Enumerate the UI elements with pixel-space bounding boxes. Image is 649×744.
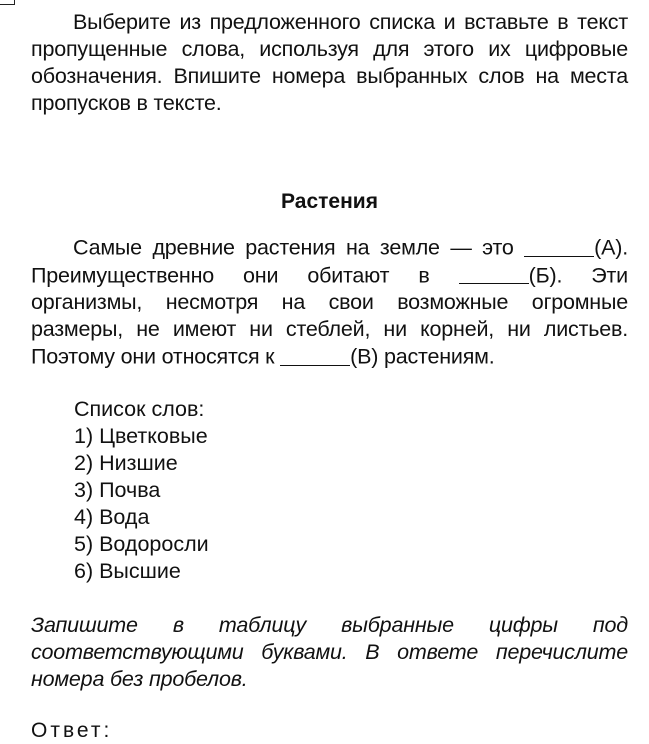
word-list-heading: Список слов:: [74, 397, 205, 421]
story-part-1: Самые древние растения на земле — это: [73, 235, 514, 260]
word-list-item: 5) Водоросли: [74, 532, 209, 556]
word-list: [74, 396, 209, 585]
word-list-item: 4) Вода: [74, 505, 150, 529]
word-list-item: 2) Низшие: [74, 451, 178, 475]
text-title: Растения: [281, 190, 378, 213]
story-part-4: (В) растениям.: [350, 344, 495, 369]
story-text: [31, 234, 628, 371]
intro-text: Выберите из предложенного списка и вставьте в текст пропущенные слова, используя для этого их цифровые обозначения. Впишите номера выбранных слов на места пропусков в тексте.: [31, 10, 628, 115]
blank-v: [280, 343, 350, 366]
answer-label: Ответ:: [31, 719, 113, 742]
instruction-text: Запишите в таблицу выбранные цифры под соответствующими буквами. В ответе перечислите номера без пробелов.: [31, 613, 628, 691]
word-list-item: 6) Высшие: [74, 559, 181, 583]
corner-border-fragment: [0, 0, 15, 5]
word-list-item: 1) Цветковые: [74, 424, 208, 448]
task-intro: [31, 9, 628, 117]
blank-a: [524, 234, 594, 257]
story-part-3: (Б). Эти организмы, несмотря на свои возможные огромные размеры, не имеют ни стеблей, ни корней, ни листьев. Поэтому они относятся к: [31, 263, 628, 369]
word-list-item: 3) Почва: [74, 478, 161, 502]
story-part-2: (А). Преимущественно они обитают в: [31, 235, 628, 287]
blank-b: [459, 262, 529, 285]
